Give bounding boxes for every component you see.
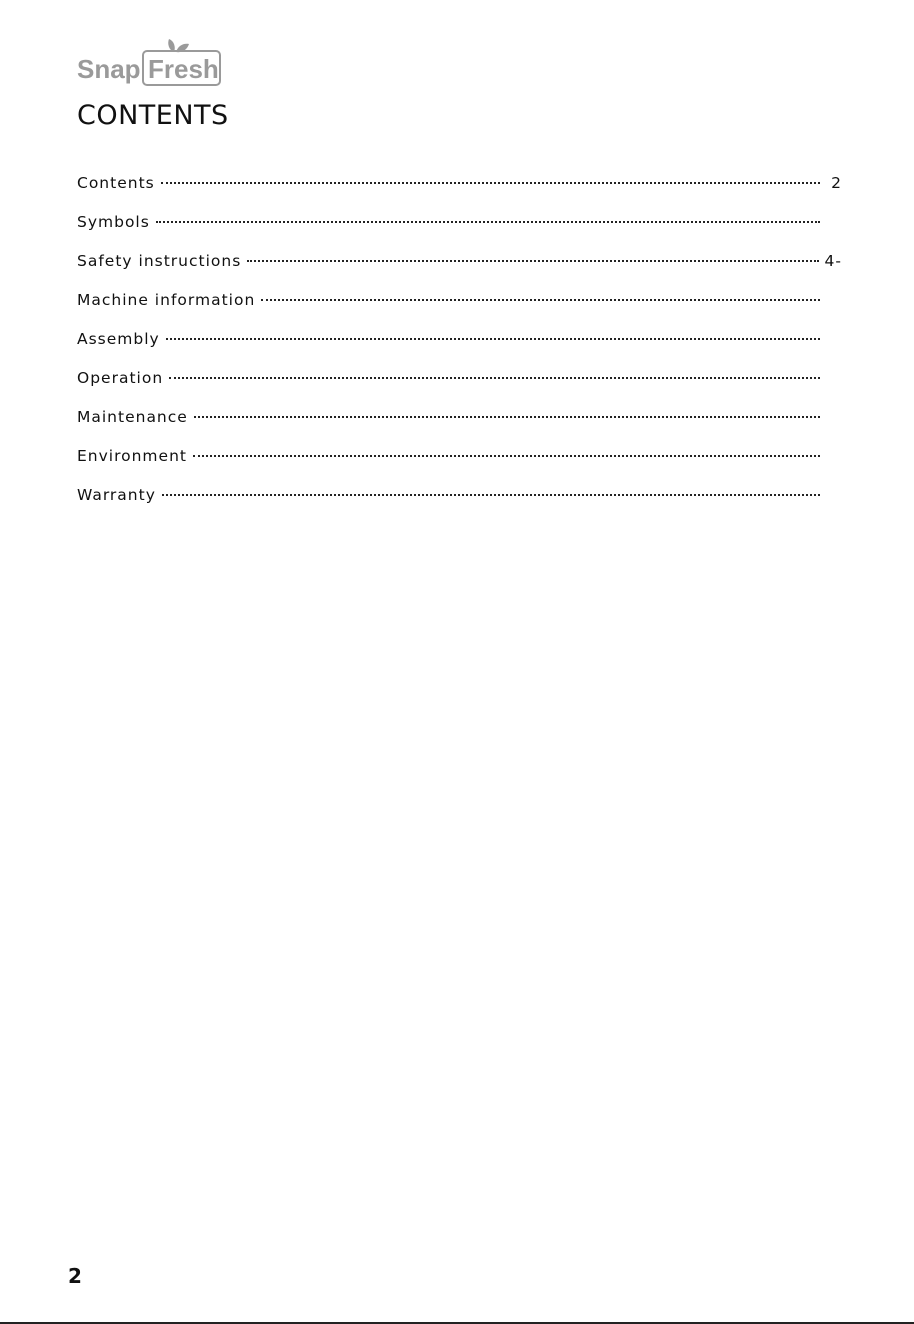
toc-page-number: 2 [831, 174, 842, 192]
toc-label: Assembly [77, 330, 160, 348]
table-of-contents [77, 174, 842, 525]
toc-label: Operation [77, 369, 164, 387]
toc-dot-leader [193, 455, 820, 457]
toc-entry-maintenance[interactable] [77, 408, 842, 447]
snapfresh-logo [77, 38, 227, 86]
toc-label: Safety instructions [77, 252, 242, 270]
toc-dot-leader [247, 260, 818, 262]
toc-label: Warranty [77, 486, 156, 504]
toc-page-number: 4- [824, 252, 842, 270]
toc-entry-machine-information[interactable] [77, 291, 842, 330]
toc-entry-warranty[interactable] [77, 486, 842, 525]
toc-entry-contents[interactable] [77, 174, 842, 213]
page-title: CONTENTS [77, 100, 229, 131]
toc-entry-assembly[interactable] [77, 330, 842, 369]
brand-logo [77, 38, 227, 86]
toc-entry-operation[interactable] [77, 369, 842, 408]
toc-dot-leader [156, 221, 820, 223]
logo-word-snap: Snap [77, 54, 141, 84]
toc-dot-leader [261, 299, 820, 301]
toc-dot-leader [169, 377, 820, 379]
toc-entry-environment[interactable] [77, 447, 842, 486]
toc-label: Environment [77, 447, 187, 465]
toc-label: Machine information [77, 291, 256, 309]
toc-dot-leader [166, 338, 820, 340]
toc-label: Maintenance [77, 408, 188, 426]
toc-dot-leader [162, 494, 820, 496]
toc-entry-symbols[interactable] [77, 213, 842, 252]
logo-word-fresh: Fresh [148, 54, 219, 84]
toc-label: Symbols [77, 213, 150, 231]
toc-entry-safety-instructions[interactable] [77, 252, 842, 291]
toc-dot-leader [194, 416, 820, 418]
footer-page-number: 2 [68, 1264, 82, 1288]
toc-label: Contents [77, 174, 155, 192]
toc-dot-leader [161, 182, 820, 184]
